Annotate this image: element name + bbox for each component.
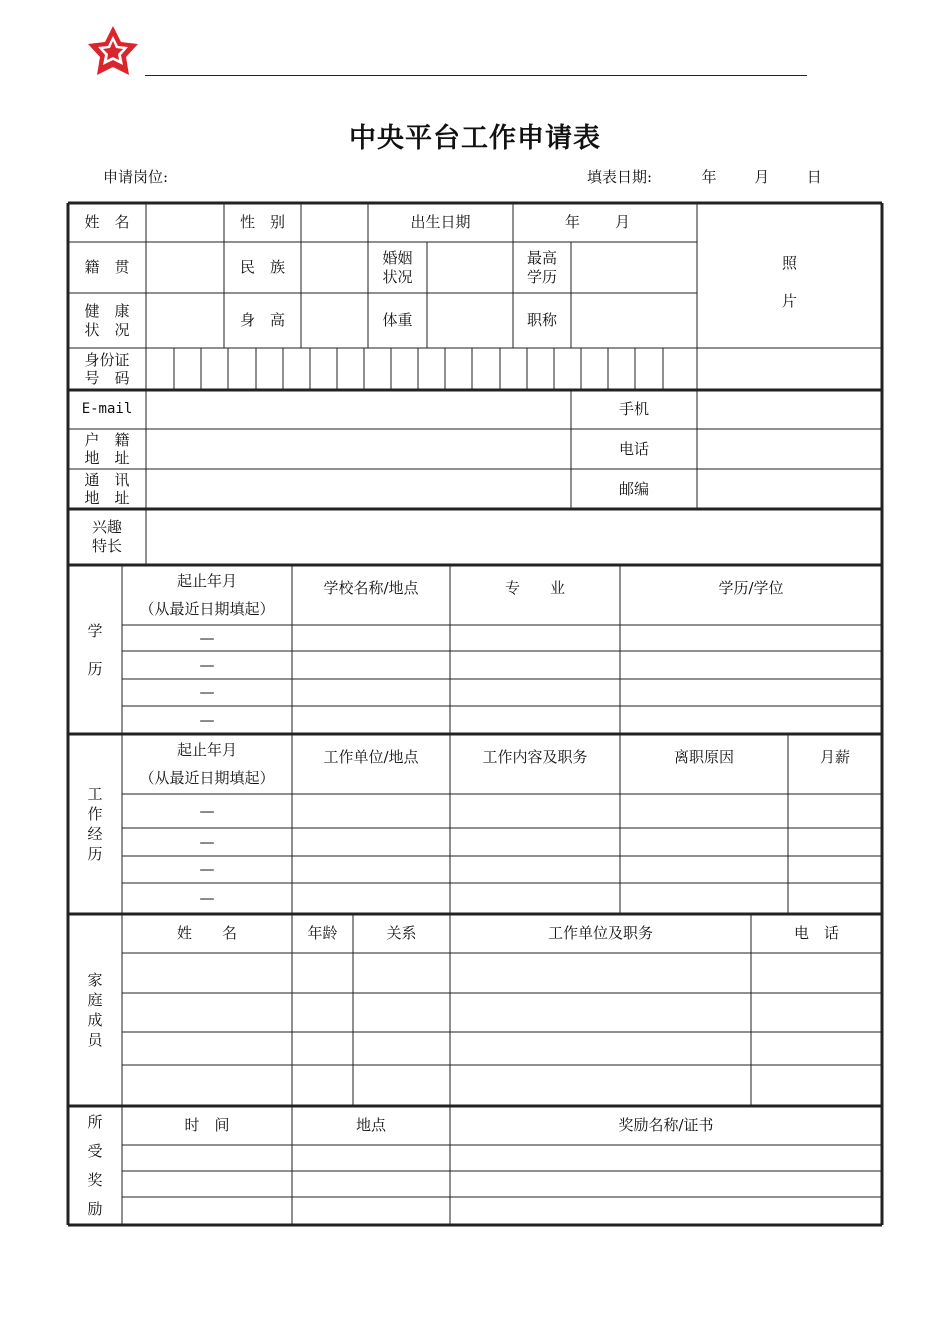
- family-phone-header: 电 话: [793, 924, 839, 942]
- work-side-char: 历: [87, 845, 103, 863]
- family-section-label: [68, 914, 122, 1106]
- health-label: [68, 293, 146, 348]
- hobby-label-line2: 特长: [91, 537, 122, 555]
- position-label: 申请岗位:: [103, 168, 169, 186]
- edu-period-header: [122, 565, 292, 625]
- work-row-dash[interactable]: —: [199, 860, 215, 878]
- education-side-char: 历: [87, 659, 103, 678]
- education-section-label: [68, 565, 122, 734]
- edu-row-dash[interactable]: —: [199, 655, 215, 674]
- hukou-label-line1: 户 籍: [84, 431, 130, 449]
- family-age-header: 年龄: [307, 924, 338, 942]
- work-row-dash[interactable]: —: [199, 832, 215, 851]
- edu-row-dash[interactable]: —: [199, 710, 215, 729]
- edu-major-header: 专 业: [504, 578, 565, 597]
- marital-label-line1: 婚姻: [382, 248, 413, 267]
- edu-degree-header: 学历/学位: [718, 578, 784, 597]
- weight-input[interactable]: [427, 293, 513, 348]
- email-label: E-mail: [81, 401, 133, 417]
- work-salary-header: 月薪: [819, 747, 850, 766]
- family-name-header: 姓 名: [176, 924, 237, 942]
- work-section-label: [68, 734, 122, 914]
- health-label-line1: 健 康: [84, 301, 130, 320]
- mobile-label: 手机: [618, 400, 649, 418]
- health-input[interactable]: [146, 293, 224, 348]
- hukou-label: [68, 429, 146, 469]
- work-period-title: 起止年月: [176, 741, 237, 759]
- postcode-label: 邮编: [618, 479, 649, 498]
- work-duties-header: 工作内容及职务: [482, 747, 588, 766]
- fill-date-month: 月: [754, 168, 770, 186]
- id-label-line2: 号 码: [84, 369, 130, 387]
- title-input[interactable]: [571, 293, 697, 348]
- mailing-address-label: [68, 469, 146, 509]
- health-label-line2: 状 况: [84, 320, 130, 339]
- gender-label: 性 别: [239, 213, 285, 231]
- marital-input[interactable]: [427, 242, 513, 293]
- fill-date-label: 填表日期:: [587, 168, 653, 186]
- awards-side-char: 所: [87, 1112, 103, 1131]
- name-label: 姓 名: [84, 213, 130, 231]
- work-period-note: （从最近日期填起）: [139, 769, 275, 787]
- native-place-label: 籍 贯: [84, 258, 130, 276]
- work-row-dash[interactable]: —: [199, 889, 215, 907]
- photo-label-top: 照: [781, 254, 797, 272]
- mailing-label-line2: 地 址: [84, 489, 130, 507]
- awards-side-char: 励: [87, 1199, 103, 1218]
- work-side-char: 工: [87, 785, 103, 803]
- fill-date-year: 年: [701, 168, 717, 186]
- family-side-char: 家: [87, 971, 103, 989]
- edu-school-header: 学校名称/地点: [323, 578, 419, 597]
- phone-input[interactable]: [697, 429, 882, 469]
- id-number-input[interactable]: [146, 348, 697, 390]
- awards-place-header: 地点: [355, 1116, 386, 1134]
- mobile-input[interactable]: [697, 390, 882, 429]
- weight-label: 体重: [382, 311, 413, 329]
- education-level-line2: 学历: [526, 267, 557, 286]
- work-side-char: 作: [87, 805, 103, 823]
- phone-label: 电话: [618, 439, 649, 458]
- photo-label-bottom: 片: [781, 292, 797, 310]
- hobby-input[interactable]: [146, 509, 882, 565]
- education-level-label: [513, 242, 571, 293]
- id-label-line1: 身份证: [84, 351, 130, 369]
- native-place-input[interactable]: [146, 242, 224, 293]
- edu-row-dash[interactable]: —: [199, 628, 215, 647]
- hobby-label: [68, 509, 146, 565]
- name-input[interactable]: [146, 203, 224, 242]
- mailing-label-line1: 通 讯: [84, 471, 130, 489]
- education-level-input[interactable]: [571, 242, 697, 293]
- birth-month-label: 月: [615, 213, 631, 231]
- edu-period-note: （从最近日期填起）: [139, 600, 275, 618]
- gender-input[interactable]: [301, 203, 368, 242]
- birth-year-label: 年: [565, 213, 581, 231]
- awards-side-char: 奖: [87, 1170, 103, 1189]
- family-side-char: 员: [87, 1031, 103, 1049]
- ethnicity-input[interactable]: [301, 242, 368, 293]
- height-input[interactable]: [301, 293, 368, 348]
- hobby-label-line1: 兴趣: [91, 518, 122, 536]
- height-label: 身 高: [239, 311, 285, 329]
- fill-date-day: 日: [806, 168, 822, 186]
- marital-label-line2: 状况: [382, 267, 413, 286]
- work-period-header: [122, 734, 292, 794]
- marital-label: [368, 242, 427, 293]
- awards-side-char: 受: [87, 1141, 103, 1160]
- mailing-address-input[interactable]: [146, 469, 571, 509]
- family-relation-header: 关系: [386, 924, 417, 942]
- awards-section-label: [68, 1106, 122, 1225]
- work-side-char: 经: [87, 825, 103, 843]
- family-side-char: 庭: [87, 991, 103, 1009]
- birthdate-label: 出生日期: [410, 213, 471, 231]
- photo-box[interactable]: [697, 242, 882, 322]
- title-label: 职称: [526, 311, 557, 329]
- family-side-char: 成: [87, 1011, 103, 1029]
- awards-time-header: 时 间: [184, 1116, 230, 1134]
- work-row-dash[interactable]: —: [199, 801, 215, 820]
- edu-row-dash[interactable]: —: [199, 683, 215, 701]
- form-title: 中央平台工作申请表: [349, 123, 601, 154]
- ethnicity-label: 民 族: [239, 258, 285, 276]
- hukou-label-line2: 地 址: [84, 449, 130, 467]
- education-side-char: 学: [87, 621, 103, 640]
- awards-name-header: 奖励名称/证书: [618, 1116, 714, 1134]
- birthdate-input[interactable]: [513, 203, 697, 242]
- edu-period-title: 起止年月: [176, 572, 237, 590]
- education-level-line1: 最高: [526, 248, 557, 267]
- family-employer-header: 工作单位及职务: [547, 924, 653, 942]
- id-number-label: [68, 348, 146, 390]
- hukou-input[interactable]: [146, 429, 571, 469]
- work-leave-reason-header: 离职原因: [673, 747, 734, 766]
- postcode-input[interactable]: [697, 469, 882, 509]
- work-employer-header: 工作单位/地点: [323, 747, 419, 766]
- email-input[interactable]: [146, 390, 571, 429]
